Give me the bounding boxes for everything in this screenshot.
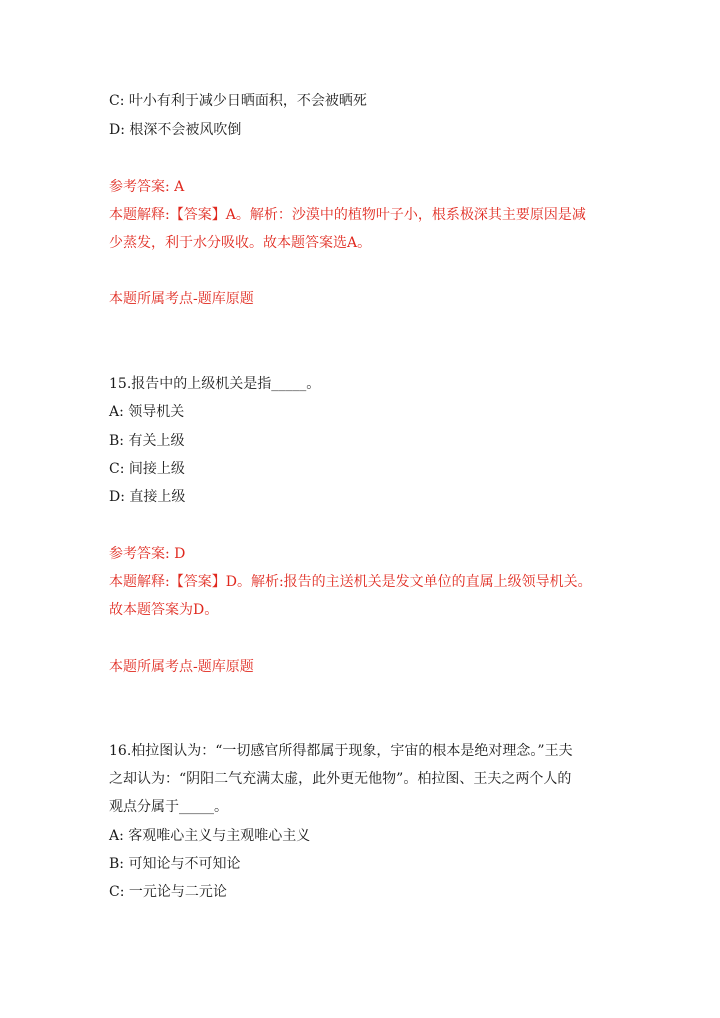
option-a: A: 客观唯心主义与主观唯心主义: [109, 828, 311, 844]
option-b: B: 可知论与不可知论: [109, 856, 241, 872]
answer-label: 参考答案: D: [109, 546, 186, 562]
question-16-line-1: 16.柏拉图认为：“一切感官所得都属于现象，宇宙的根本是绝对理念。”王夫: [109, 743, 573, 759]
question-16-line-3: 观点分属于_____。: [109, 799, 228, 815]
option-c: C: 一元论与二元论: [109, 884, 227, 900]
explanation-line-1: 本题解释:【答案】A。解析：沙漠中的植物叶子小，根系极深其主要原因是减: [109, 207, 586, 223]
option-d: D: 直接上级: [109, 489, 186, 505]
explanation-line-2: 少蒸发，利于水分吸收。故本题答案选A。: [109, 235, 372, 251]
option-b: B: 有关上级: [109, 433, 185, 449]
option-c: C: 叶小有利于减少日晒面积，不会被晒死: [109, 93, 367, 109]
option-a: A: 领导机关: [109, 404, 185, 420]
explanation-line-1: 本题解释:【答案】D。解析:报告的主送机关是发文单位的直属上级领导机关。: [109, 574, 592, 590]
source-label: 本题所属考点-题库原题: [109, 659, 254, 675]
option-c: C: 间接上级: [109, 461, 185, 477]
question-15: 15.报告中的上级机关是指_____。: [109, 376, 321, 392]
answer-label: 参考答案: A: [109, 179, 185, 195]
option-d: D: 根深不会被风吹倒: [109, 122, 242, 138]
question-16-line-2: 之却认为：“阴阳二气充满太虚，此外更无他物”。柏拉图、王夫之两个人的: [109, 771, 572, 787]
source-label: 本题所属考点-题库原题: [109, 291, 254, 307]
explanation-line-2: 故本题答案为D。: [109, 602, 219, 618]
